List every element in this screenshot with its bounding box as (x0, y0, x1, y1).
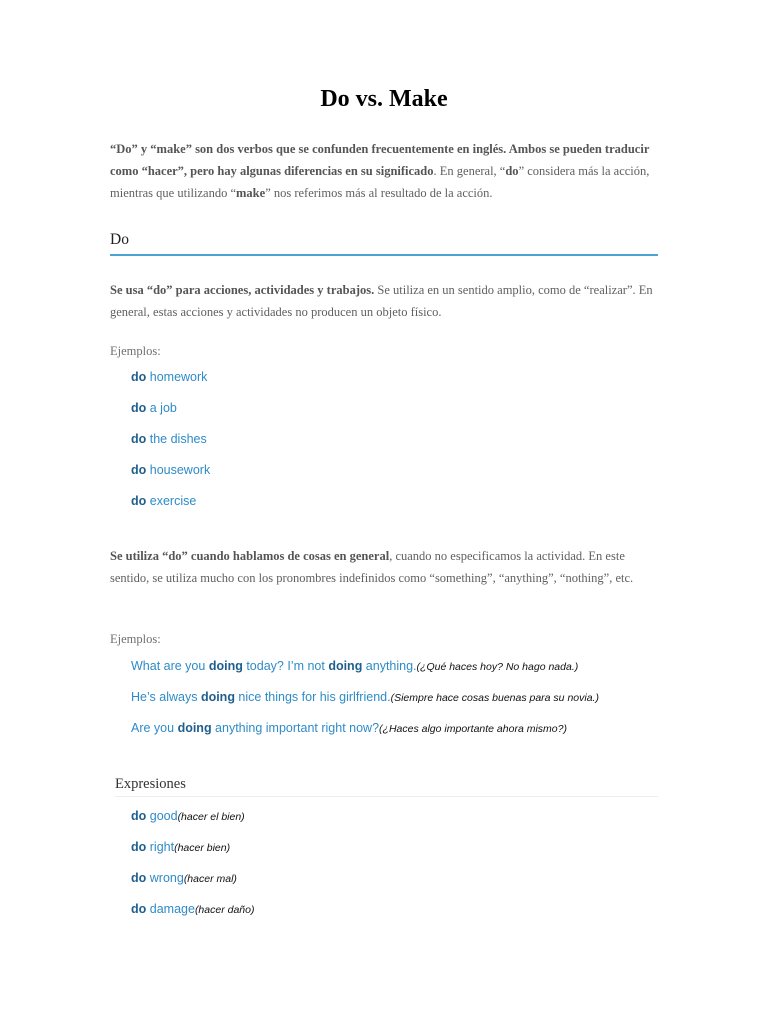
expression-verb: do (131, 809, 147, 823)
intro-bold-1: “Do” y “make” son dos verbos que se confunden frecuentemente en inglés. Ambos se pueden traducir como “hacer”, pero hay algunas diferencias en su significado (110, 142, 650, 178)
sentence-translation: (¿Qué haces hoy? No hago nada.) (416, 661, 579, 673)
expression-verb: do (131, 871, 147, 885)
expression-noun: right (146, 840, 175, 854)
example-verb: do (131, 401, 147, 415)
sentence-keyword: doing (177, 721, 212, 735)
expression-translation: (hacer bien) (174, 842, 231, 854)
example-noun: the dishes (146, 432, 207, 446)
sentence-part: nice things for his girlfriend. (234, 690, 391, 704)
example-item (131, 401, 177, 415)
example-sentence (131, 659, 578, 673)
intro-bold-3: make (236, 186, 266, 200)
intro-bold-2: do (505, 164, 519, 178)
sentence-part: today? I’m not (242, 659, 329, 673)
sentence-keyword: doing (208, 659, 243, 673)
sentence-part: Are you (131, 721, 178, 735)
examples-label: Ejemplos: (110, 344, 161, 358)
sentence-part: What are you (131, 659, 209, 673)
sentence-part: anything. (362, 659, 417, 673)
expression-verb: do (131, 902, 147, 916)
section-heading-do: Do (110, 231, 658, 256)
expression-item (131, 840, 230, 854)
example-item (131, 370, 207, 384)
do-para1-bold: Se usa “do” para acciones, actividades y trabajos. (110, 283, 375, 297)
expression-translation: (hacer daño) (194, 904, 255, 916)
intro-text-2: ” considera más la acción, mientras que utilizando “ (110, 164, 650, 200)
section-heading-expresiones: Expresiones (115, 776, 658, 797)
example-sentence (131, 721, 567, 735)
example-verb: do (131, 432, 147, 446)
expression-translation: (hacer mal) (183, 873, 237, 885)
intro-paragraph (110, 138, 658, 204)
sentence-keyword: doing (328, 659, 363, 673)
example-noun: homework (146, 370, 208, 384)
do-para2-bold: Se utiliza “do” cuando hablamos de cosas en general (110, 549, 390, 563)
page-title: Do vs. Make (320, 86, 448, 112)
sentence-translation: (¿Haces algo importante ahora mismo?) (379, 723, 567, 735)
sentence-part: anything important right now? (211, 721, 380, 735)
expression-noun: wrong (146, 871, 184, 885)
example-verb: do (131, 370, 147, 384)
expression-translation: (hacer el bien) (177, 811, 245, 823)
expression-noun: damage (146, 902, 195, 916)
expression-item (131, 809, 245, 823)
intro-text-3: ” nos referimos más al resultado de la acción. (265, 186, 493, 200)
example-noun: a job (146, 401, 177, 415)
example-noun: exercise (146, 494, 197, 508)
example-noun: housework (146, 463, 211, 477)
do-para1-text: Se utiliza en un sentido amplio, como de “realizar”. En general, estas acciones y actividades no producen un objeto físico. (110, 283, 653, 319)
example-sentence (131, 690, 599, 704)
example-verb: do (131, 463, 147, 477)
do-para2-text: , cuando no especificamos la actividad. En este sentido, se utiliza mucho con los pronombres indefinidos como “something”, “anything”, “nothing”, etc. (110, 549, 634, 585)
examples-label-2: Ejemplos: (110, 632, 161, 646)
example-item (131, 432, 207, 446)
example-verb: do (131, 494, 147, 508)
sentence-keyword: doing (200, 690, 235, 704)
sentence-translation: (Siempre hace cosas buenas para su novia.) (390, 692, 599, 704)
sentence-part: He’s always (131, 690, 201, 704)
do-paragraph-2 (110, 545, 658, 589)
expression-noun: good (146, 809, 178, 823)
expression-item (131, 902, 254, 916)
do-paragraph-1 (110, 279, 658, 323)
example-item (131, 494, 196, 508)
expression-item (131, 871, 237, 885)
expression-verb: do (131, 840, 147, 854)
example-item (131, 463, 210, 477)
intro-text-1: . En general, “ (433, 164, 506, 178)
